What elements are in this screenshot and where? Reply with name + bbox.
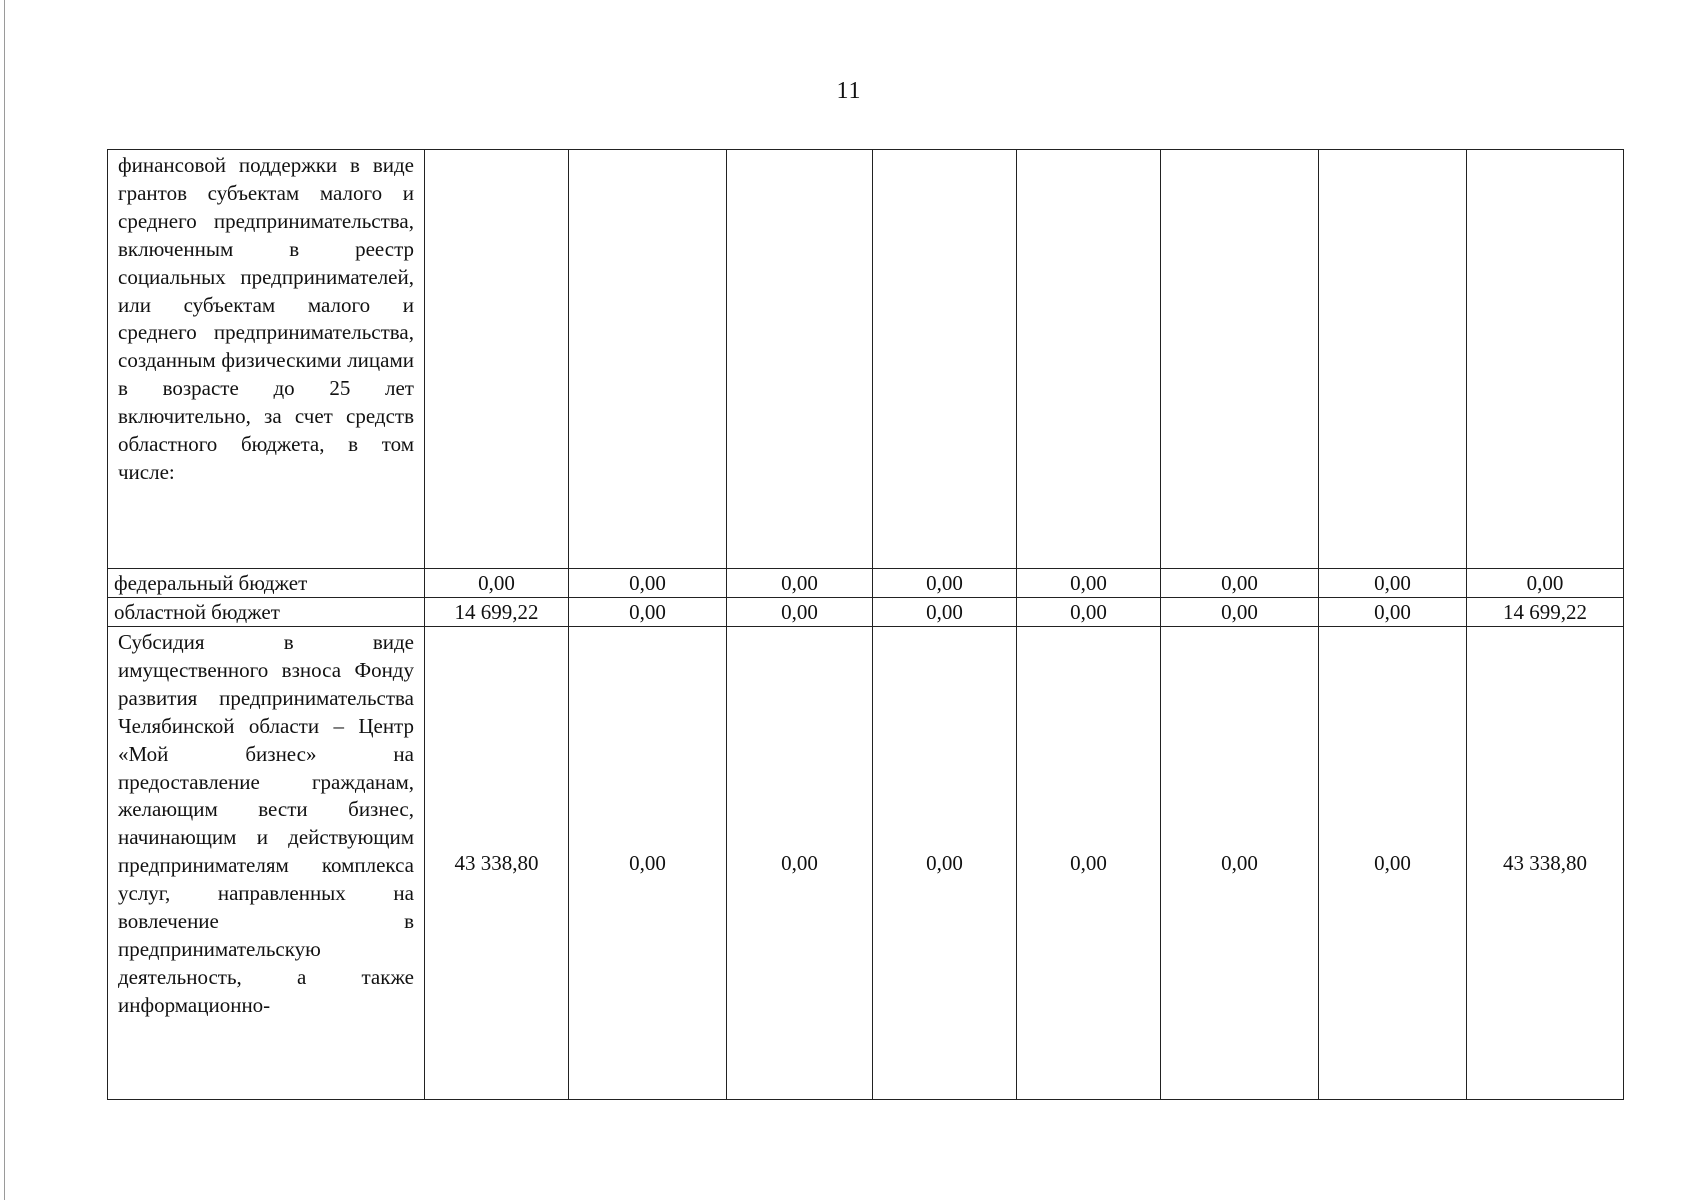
table-cell: 0,00	[873, 598, 1017, 627]
table-cell: 0,00	[873, 627, 1017, 1100]
table-cell: 0,00	[1017, 598, 1161, 627]
table-cell: 14 699,22	[425, 598, 569, 627]
table-cell: 0,00	[1161, 627, 1319, 1100]
table-cell	[1319, 150, 1467, 569]
budget-table	[107, 149, 1624, 1100]
table-cell	[1017, 150, 1161, 569]
table-cell: 0,00	[425, 569, 569, 598]
table-row	[108, 598, 1624, 627]
table-cell: 0,00	[1319, 569, 1467, 598]
row-label: финансовой поддержки в виде грантов субъектам малого и среднего предпринимательства, включенным в реестр социальных предпринимателей, или субъектам малого и среднего предпринимательства, созданным физическими лицами в возрасте до 25 лет включительно, за счет средств областного бюджета, в том числе:	[108, 150, 425, 569]
row-label: областной бюджет	[108, 598, 425, 627]
table-cell	[425, 150, 569, 569]
table-row	[108, 569, 1624, 598]
table-cell: 0,00	[727, 598, 873, 627]
table-cell: 43 338,80	[425, 627, 569, 1100]
table-cell: 14 699,22	[1467, 598, 1624, 627]
table-cell	[1467, 150, 1624, 569]
table-cell: 0,00	[873, 569, 1017, 598]
table-cell	[569, 150, 727, 569]
table-cell: 0,00	[569, 598, 727, 627]
table-cell: 0,00	[569, 569, 727, 598]
table-cell: 43 338,80	[1467, 627, 1624, 1100]
page-number: 11	[836, 78, 862, 104]
table-cell: 0,00	[1161, 598, 1319, 627]
table-cell: 0,00	[1319, 627, 1467, 1100]
scan-edge-line	[4, 0, 5, 1200]
table-cell: 0,00	[569, 627, 727, 1100]
table-cell: 0,00	[1161, 569, 1319, 598]
table-cell: 0,00	[727, 627, 873, 1100]
table-cell: 0,00	[1017, 569, 1161, 598]
table-cell: 0,00	[727, 569, 873, 598]
table-row	[108, 150, 1624, 569]
table-row	[108, 627, 1624, 1100]
table-cell: 0,00	[1319, 598, 1467, 627]
table-cell	[873, 150, 1017, 569]
table-cell: 0,00	[1017, 627, 1161, 1100]
row-label: Субсидия в виде имущественного взноса Фонду развития предпринимательства Челябинской области – Центр «Мой бизнес» на предоставление гражданам, желающим вести бизнес, начинающим и действующим предпринимателям комплекса услуг, направленных на вовлечение в предпринимательскую деятельность, а также информационно-	[108, 627, 425, 1100]
table-cell	[1161, 150, 1319, 569]
row-label: федеральный бюджет	[108, 569, 425, 598]
table-cell	[727, 150, 873, 569]
table-cell: 0,00	[1467, 569, 1624, 598]
